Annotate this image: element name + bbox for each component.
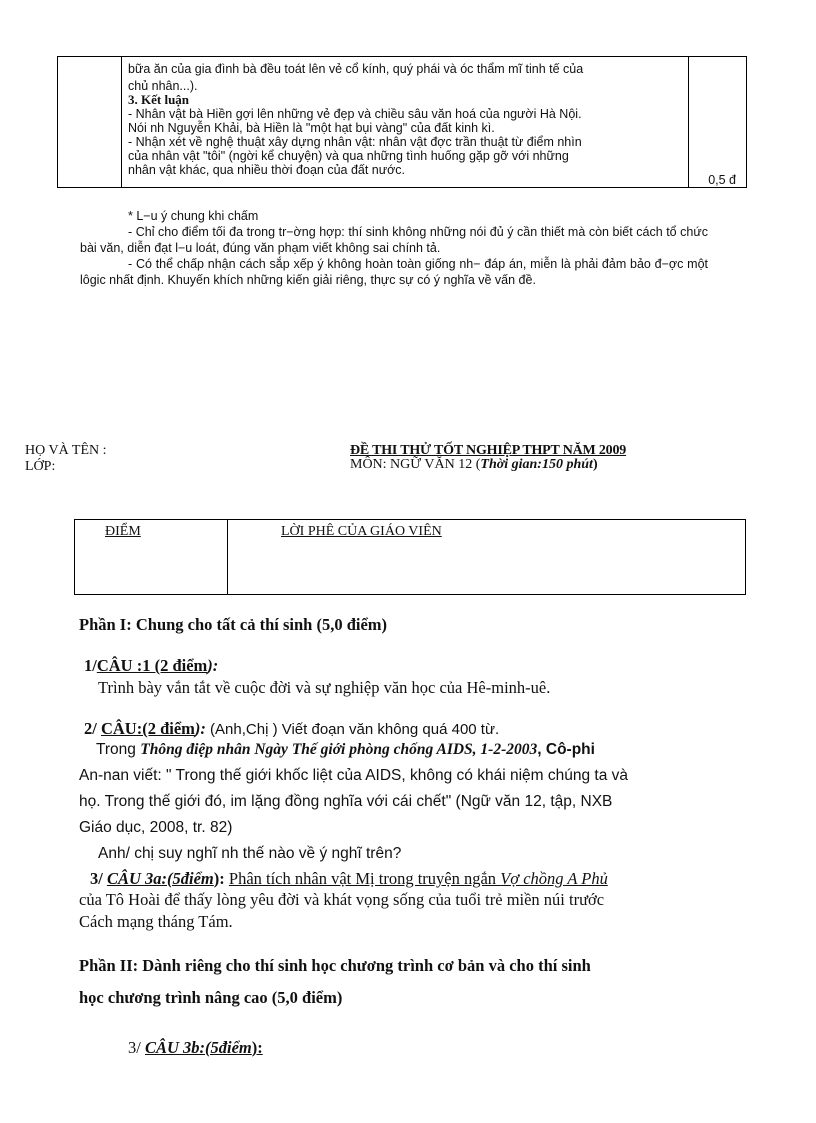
- subject-prefix: MÔN: NGỮ VĂN 12 (: [350, 457, 481, 472]
- q1-label: CÂU :1 (2 điểm: [96, 656, 208, 675]
- class-label: LỚP:: [25, 459, 56, 474]
- table-heading: 3. Kết luận: [128, 92, 190, 107]
- question-2-line-2: An-nan viết: " Trong thế giới khốc liệt của AIDS, không có khái niệm chúng ta và: [79, 767, 629, 784]
- question-1-heading: [84, 656, 724, 676]
- subject-time: Thời gian:150 phút: [480, 457, 593, 472]
- q3b-label-end: ):: [251, 1038, 263, 1057]
- table-line: chủ nhân...).: [128, 79, 198, 93]
- table-line: bữa ăn của gia đình bà đều toát lên vẻ cổ kính, quý phái và óc thẩm mĩ tinh tế của: [128, 62, 584, 76]
- subject-suffix: ): [592, 457, 598, 472]
- score-value: 0,5 đ: [708, 173, 736, 187]
- q3a-prefix: 3/: [90, 869, 107, 888]
- grading-notes: [80, 208, 708, 288]
- question-2-line-1: [96, 741, 736, 759]
- question-3a-line-3: Cách mạng tháng Tám.: [79, 912, 233, 931]
- student-info: [25, 443, 107, 475]
- q3a-label-end: ):: [213, 869, 229, 888]
- q2-label-end: ):: [194, 719, 211, 738]
- part2-title-line-2: học chương trình nâng cao (5,0 điểm): [79, 988, 343, 1007]
- question-3a-heading: [90, 869, 730, 889]
- question-2-heading: [84, 719, 724, 739]
- grading-table: [57, 56, 747, 188]
- teacher-comment-label: LỜI PHÊ CỦA GIÁO VIÊN: [281, 524, 442, 539]
- exam-title: ĐỀ THI THỬ TỐT NGHIỆP THPT NĂM 2009: [350, 443, 627, 458]
- notes-paragraph: - Có thể chấp nhận cách sắp xếp ý không hoàn toàn giống nh− đáp án, miễn là phải đảm bảo đ−ợc một lôgic nhất định. Khuyến khích những kiến giải riêng, thực sự có ý nghĩa về vấn đề.: [80, 257, 708, 287]
- part2-title-line-1: Phần II: Dành riêng cho thí sinh học chương trình cơ bản và cho thí sinh: [79, 956, 591, 975]
- q2-instruction: (Anh,Chị ) Viết đoạn văn không quá 400 từ.: [210, 721, 500, 738]
- name-label: HỌ VÀ TÊN :: [25, 443, 107, 458]
- q3a-text: Phân tích nhân vật Mị trong truyện ngắn: [228, 869, 501, 888]
- box-divider: [227, 520, 228, 594]
- grading-table-score-col: [688, 57, 746, 187]
- q1-label-end: ):: [207, 656, 219, 675]
- question-2-question: Anh/ chị suy nghĩ nh thế nào về ý nghĩ trên?: [98, 845, 402, 862]
- q2-author: , Cô-phi: [537, 741, 595, 758]
- exam-subject: [350, 458, 626, 472]
- question-3b-heading: [128, 1038, 768, 1058]
- q2-work-title: Thông điệp nhân Ngày Thế giới phòng chống AIDS, 1-2-2003: [140, 741, 538, 758]
- table-line: - Nhận xét về nghệ thuật xây dựng nhân vật: nhân vật đợc trần thuật từ điểm nhìn: [128, 135, 582, 149]
- q2-intro: Trong: [96, 741, 141, 758]
- grading-table-content: [128, 59, 678, 177]
- table-line: nhân vật khác, qua nhiều thời đoạn của đất nước.: [128, 163, 406, 177]
- question-1-text: Trình bày vắn tắt về cuộc đời và sự nghiệp văn học của Hê-minh-uê.: [98, 678, 551, 697]
- q3a-work-title: Vợ chồng A Phủ: [500, 869, 608, 888]
- question-3a-line-2: của Tô Hoài để thấy lòng yêu đời và khát vọng sống của tuổi trẻ miền núi trước: [79, 890, 605, 909]
- notes-title: * L−u ý chung khi chấm: [128, 209, 259, 223]
- score-comment-box: [74, 519, 746, 595]
- question-2-line-4: Giáo dục, 2008, tr. 82): [79, 819, 233, 836]
- q2-prefix: 2/: [84, 719, 101, 738]
- part1-title: Phần I: Chung cho tất cả thí sinh (5,0 điểm): [79, 615, 388, 634]
- exam-heading: [350, 444, 626, 472]
- notes-paragraph: - Chỉ cho điểm tối đa trong tr−ờng hợp: thí sinh không những nói đủ ý cần thiết mà còn biết cách tổ chức bài văn, diễn đạt l−u loát, đúng văn phạm viết không sai chính tả.: [80, 225, 708, 255]
- q3b-prefix: 3/: [128, 1038, 145, 1057]
- table-line: - Nhân vật bà Hiền gợi lên những vẻ đẹp và chiều sâu văn hoá của người Hà Nội.: [128, 107, 582, 121]
- grading-table-col-1: [58, 57, 122, 187]
- q3a-label: CÂU 3a:(5điểm: [106, 869, 214, 888]
- question-2-line-3: họ. Trong thế giới đó, im lặng đồng nghĩa với cái chết" (Ngữ văn 12, tập, NXB: [79, 793, 613, 810]
- q2-label: CÂU:(2 điểm: [100, 719, 195, 738]
- table-line: Nói nh Nguyễn Khải, bà Hiền là "một hạt bụi vàng" của đất kinh kì.: [128, 121, 495, 135]
- score-label: ĐIỂM: [105, 524, 141, 539]
- q1-prefix: 1/: [84, 656, 97, 675]
- table-line: của nhân vật "tôi" (ngời kể chuyện) và qua những tình huống gặp gỡ với những: [128, 149, 569, 163]
- q3b-label: CÂU 3b:(5điểm: [144, 1038, 252, 1057]
